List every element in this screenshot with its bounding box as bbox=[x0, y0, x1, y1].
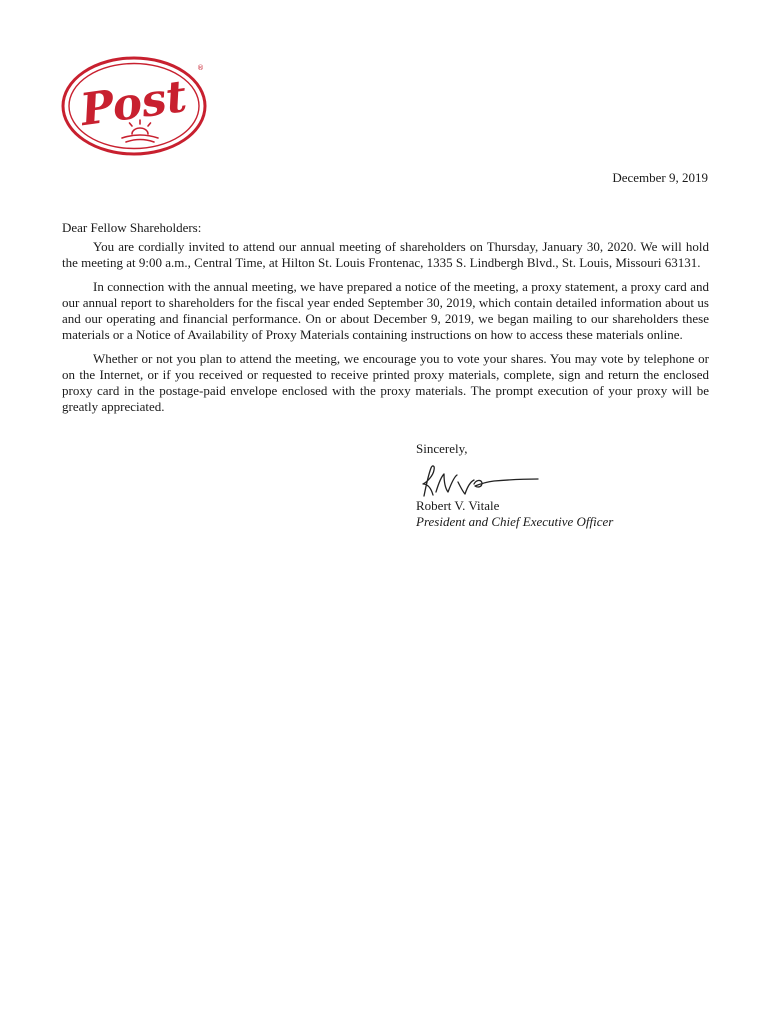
signer-title: President and Chief Executive Officer bbox=[416, 514, 614, 529]
closing: Sincerely, bbox=[416, 441, 468, 456]
paragraph-meeting-invitation: You are cordially invited to attend our annual meeting of shareholders on Thursday, January 30, 2020. We will hold the meeting at 9:00 a.m., Central Time, at Hilton St. Louis Frontenac, 1335 S. Lindbergh Blvd., St. Louis, Missouri 63131. bbox=[62, 239, 709, 270]
trademark-symbol: ® bbox=[197, 64, 204, 72]
salutation: Dear Fellow Shareholders: bbox=[62, 220, 202, 235]
paragraph-voting: Whether or not you plan to attend the meeting, we encourage you to vote your shares. You may vote by telephone or on the Internet, or if you received or requested to receive printed proxy materials, complete, sign and return the enclosed proxy card in the postage-paid envelope enclosed with the proxy materials. The prompt execution of your proxy will be greatly appreciated. bbox=[62, 351, 709, 414]
logo-wordmark: Post bbox=[77, 70, 190, 137]
signer-name: Robert V. Vitale bbox=[416, 498, 500, 513]
letter-date: December 9, 2019 bbox=[612, 170, 708, 185]
post-logo bbox=[60, 54, 210, 158]
letter-body bbox=[62, 220, 709, 423]
signature-image bbox=[414, 462, 540, 502]
paragraph-proxy-materials: In connection with the annual meeting, we have prepared a notice of the meeting, a proxy statement, a proxy card and our annual report to shareholders for the fiscal year ended September 30, 2019, which contain detailed information about us and our operating and financial performance. On or about December 9, 2019, we began mailing to our shareholders these materials or a Notice of Availability of Proxy Materials containing instructions on how to access these materials online. bbox=[62, 279, 709, 342]
